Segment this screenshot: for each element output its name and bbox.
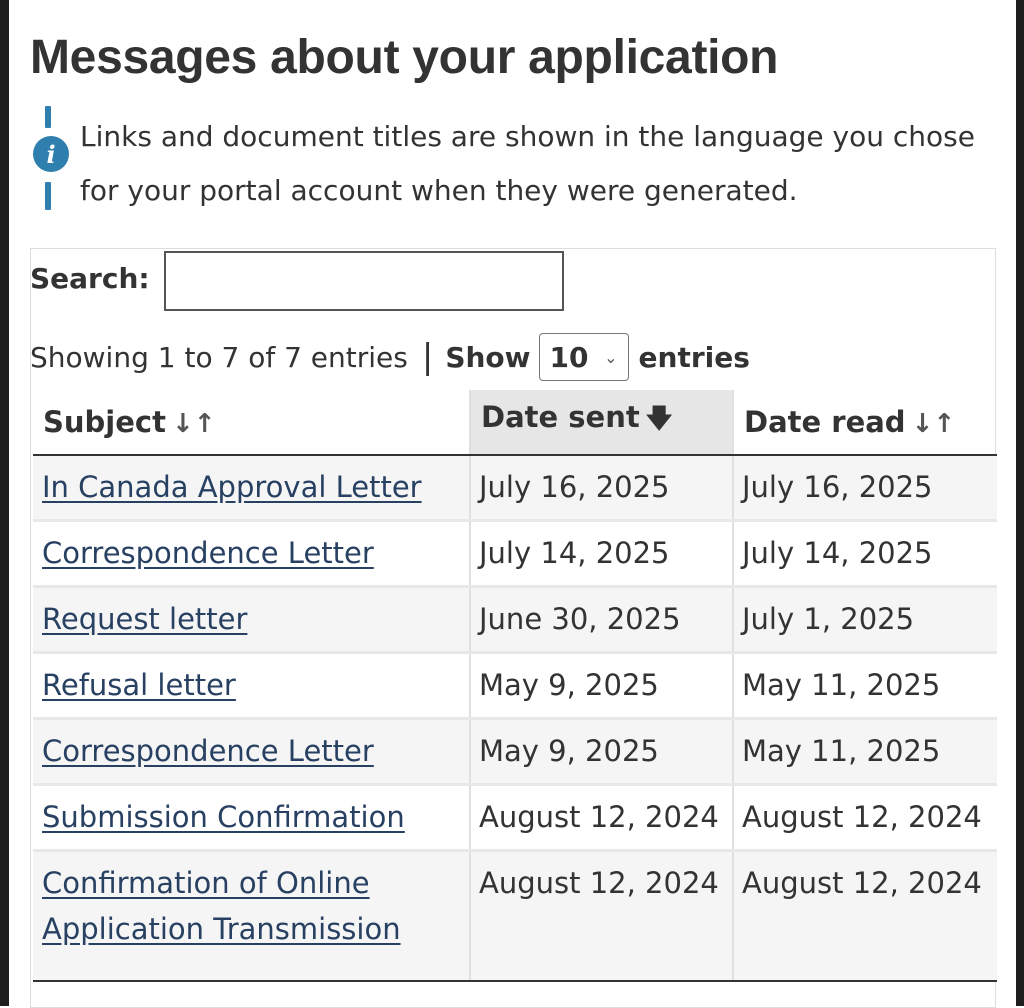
date-read-cell: August 12, 2024 — [733, 851, 997, 982]
info-bar-top — [45, 106, 51, 128]
date-read-cell: July 14, 2025 — [733, 521, 997, 587]
date-sent-cell: June 30, 2025 — [470, 587, 733, 653]
window-frame-left — [0, 0, 9, 1006]
page-size-select[interactable] — [539, 333, 629, 381]
subject-link[interactable]: Confirmation of Online Application Transmission — [42, 866, 401, 946]
date-sent-cell: May 9, 2025 — [470, 653, 733, 719]
table-row — [33, 719, 997, 785]
date-read-cell: May 11, 2025 — [733, 719, 997, 785]
sort-arrows-icon: ↓↑ — [171, 409, 216, 439]
info-icon: i — [33, 136, 69, 172]
arrow-down-icon: 🡇 — [645, 404, 673, 434]
table-row — [33, 521, 997, 587]
subject-link[interactable]: Request letter — [42, 602, 248, 636]
date-sent-cell: July 16, 2025 — [470, 455, 733, 521]
page-title: Messages about your application — [30, 31, 779, 84]
date-sent-cell: July 14, 2025 — [470, 521, 733, 587]
chevron-down-icon: ⌄ — [604, 347, 618, 367]
subject-cell — [33, 653, 470, 719]
subject-cell — [33, 587, 470, 653]
column-header-date-sent[interactable]: Date sent 🡇 — [470, 390, 733, 455]
date-sent-cell: August 12, 2024 — [470, 785, 733, 851]
date-read-cell: August 12, 2024 — [733, 785, 997, 851]
table-row — [33, 653, 997, 719]
date-read-cell: July 16, 2025 — [733, 455, 997, 521]
table-info-row — [30, 334, 750, 380]
column-header-subject[interactable]: Subject ↓↑ — [33, 390, 470, 455]
subject-cell — [33, 851, 470, 982]
info-bar-bottom — [45, 182, 51, 210]
table-header-row — [33, 390, 997, 455]
date-sent-cell: August 12, 2024 — [470, 851, 733, 982]
search-input[interactable] — [164, 251, 564, 311]
date-read-cell: July 1, 2025 — [733, 587, 997, 653]
separator: | — [421, 337, 434, 377]
show-label: Show — [445, 340, 531, 374]
info-notice-text: Links and document titles are shown in the language you chose for your portal account when they were generated. — [80, 120, 975, 207]
table-row — [33, 851, 997, 982]
sort-arrows-icon: ↓↑ — [911, 409, 956, 439]
messages-table — [33, 390, 997, 982]
subject-cell — [33, 521, 470, 587]
table-row — [33, 455, 997, 521]
entries-label: entries — [638, 340, 750, 374]
subject-cell — [33, 785, 470, 851]
subject-link[interactable]: Correspondence Letter — [42, 734, 374, 768]
date-sent-cell: May 9, 2025 — [470, 719, 733, 785]
table-row — [33, 587, 997, 653]
showing-entries-text: Showing 1 to 7 of 7 entries — [30, 340, 408, 374]
subject-cell — [33, 455, 470, 521]
subject-cell — [33, 719, 470, 785]
subject-link[interactable]: Refusal letter — [42, 668, 236, 702]
subject-link[interactable]: Submission Confirmation — [42, 800, 405, 834]
date-read-cell: May 11, 2025 — [733, 653, 997, 719]
column-header-date-read[interactable]: Date read ↓↑ — [733, 390, 997, 455]
page-size-value: 10 — [549, 340, 589, 374]
subject-link[interactable]: Correspondence Letter — [42, 536, 374, 570]
subject-link[interactable]: In Canada Approval Letter — [42, 470, 422, 504]
window-frame-right — [1016, 0, 1024, 1006]
search-label: Search: — [30, 262, 150, 295]
table-row — [33, 785, 997, 851]
